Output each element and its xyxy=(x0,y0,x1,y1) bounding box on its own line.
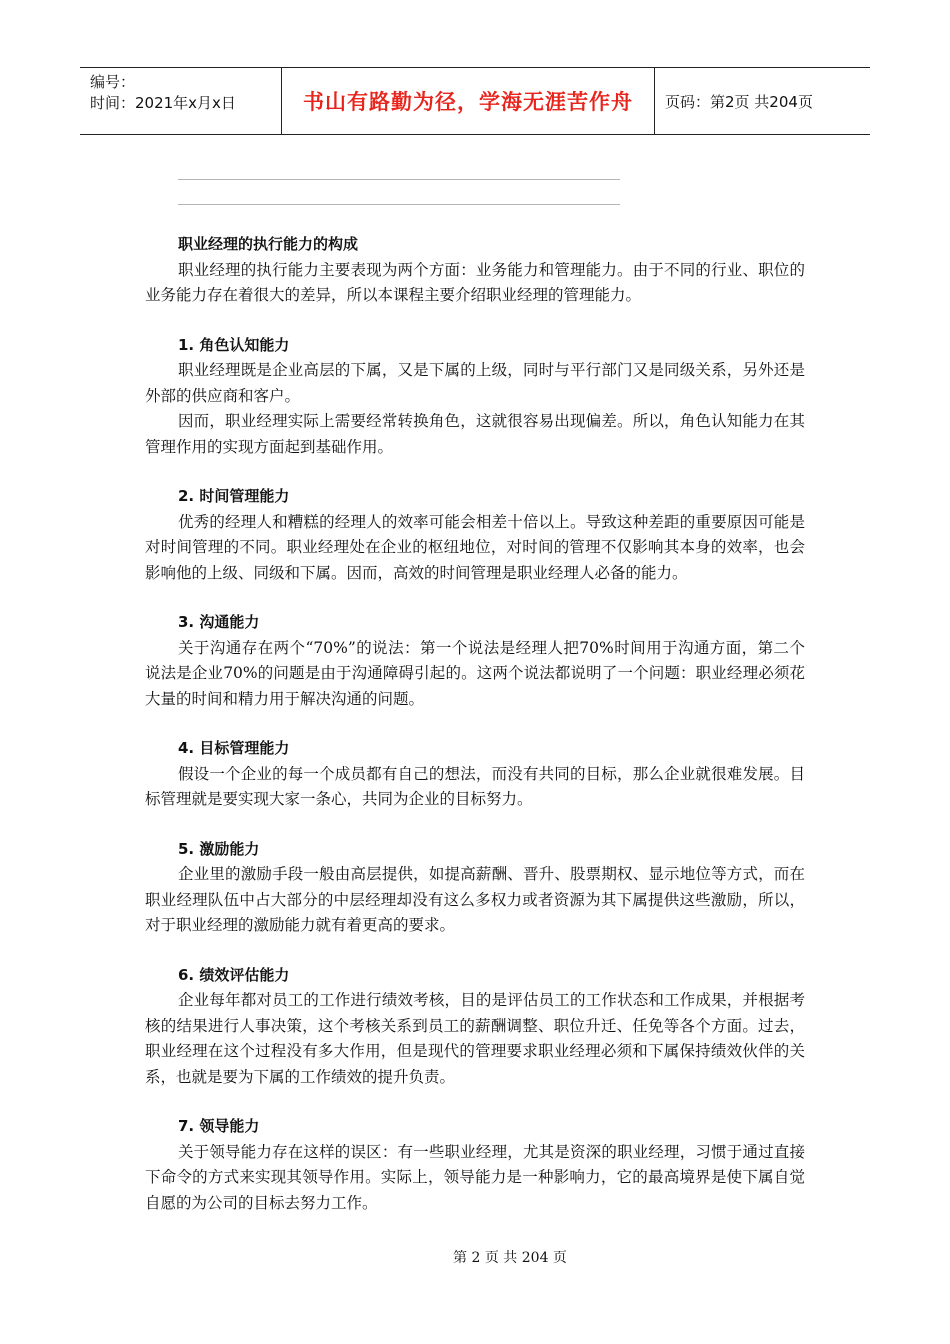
section-role-cognition xyxy=(145,333,805,461)
section-title: 1. 角色认知能力 xyxy=(178,335,290,354)
paragraph: 企业里的激励手段一般由高层提供，如提高薪酬、晋升、股票期权、显示地位等方式，而在职业经理队伍中占大部分的中层经理却没有这么多权力或者资源为其下属提供这些激励，所以，对于职业经理的激励能力就有着更高的要求。 xyxy=(145,865,805,934)
section-time-management xyxy=(145,484,805,586)
time-label: 时间：2021年x月x日 xyxy=(90,94,236,112)
paragraph: 因而，职业经理实际上需要经常转换角色，这就很容易出现偏差。所以，角色认知能力在其管理作用的实现方面起到基础作用。 xyxy=(145,412,805,456)
header-slogan: 书山有路勤为径，学海无涯苦作舟 xyxy=(282,68,655,134)
section-title: 3. 沟通能力 xyxy=(178,613,260,631)
paragraph: 企业每年都对员工的工作进行绩效考核，目的是评估员工的工作状态和工作成果，并根据考核的结果进行人事决策，这个考核关系到员工的薪酬调整、职位升迁、任免等各个方面。过去，职业经理在这个过程没有多大作用，但是现代的管理要求职业经理必须和下属保持绩效伙伴的关系，也就是要为下属的工作绩效的提升负责。 xyxy=(145,991,805,1086)
section-title: 4. 目标管理能力 xyxy=(178,739,290,757)
doc-title: 职业经理的执行能力的构成 xyxy=(178,235,359,253)
paragraph: 假设一个企业的每一个成员都有自己的想法，而没有共同的目标，那么企业就很难发展。目标管理就是要实现大家一条心，共同为企业的目标努力。 xyxy=(145,764,805,808)
section-title: 6. 绩效评估能力 xyxy=(178,965,290,984)
paragraph: 职业经理既是企业高层的下属，又是下属的上级，同时与平行部门又是同级关系，另外还是外部的供应商和客户。 xyxy=(145,361,805,405)
divider-line xyxy=(178,204,620,205)
section-title: 5. 激励能力 xyxy=(178,839,260,858)
divider-line xyxy=(178,179,620,180)
section-title: 2. 时间管理能力 xyxy=(178,487,290,505)
intro-paragraph: 职业经理的执行能力主要表现为两个方面：业务能力和管理能力。由于不同的行业、职位的业务能力存在着很大的差异，所以本课程主要介绍职业经理的管理能力。 xyxy=(145,260,805,304)
header-meta xyxy=(80,68,282,134)
paragraph: 关于领导能力存在这样的误区：有一些职业经理，尤其是资深的职业经理，习惯于通过直接下命令的方式来实现其领导作用。实际上，领导能力是一种影响力，它的最高境界是使下属自觉自愿的为公司的目标去努力工作。 xyxy=(145,1142,805,1212)
section-leadership xyxy=(145,1114,805,1216)
section-communication xyxy=(145,610,805,712)
section-performance-evaluation xyxy=(145,963,805,1091)
document-body xyxy=(145,232,805,1216)
section-title: 7. 领导能力 xyxy=(178,1117,260,1135)
paragraph: 关于沟通存在两个“70%”的说法：第一个说法是经理人把70%时间用于沟通方面，第二个说法是企业70%的问题是由于沟通障碍引起的。这两个说法都说明了一个问题：职业经理必须花大量的时间和精力用于解决沟通的问题。 xyxy=(145,638,805,708)
paragraph: 优秀的经理人和糟糕的经理人的效率可能会相差十倍以上。导致这种差距的重要原因可能是对时间管理的不同。职业经理处在企业的枢纽地位，对时间的管理不仅影响其本身的效率，也会影响他的上级、同级和下属。因而，高效的时间管理是职业经理人必备的能力。 xyxy=(145,512,805,582)
page-footer: 第 2 页 共 204 页 xyxy=(453,1250,567,1266)
section-goal-management xyxy=(145,736,805,813)
section-motivation xyxy=(145,837,805,939)
page-header xyxy=(80,67,870,135)
number-label: 编号： xyxy=(90,73,136,91)
header-page-info: 页码：第2页 共204页 xyxy=(665,92,813,111)
